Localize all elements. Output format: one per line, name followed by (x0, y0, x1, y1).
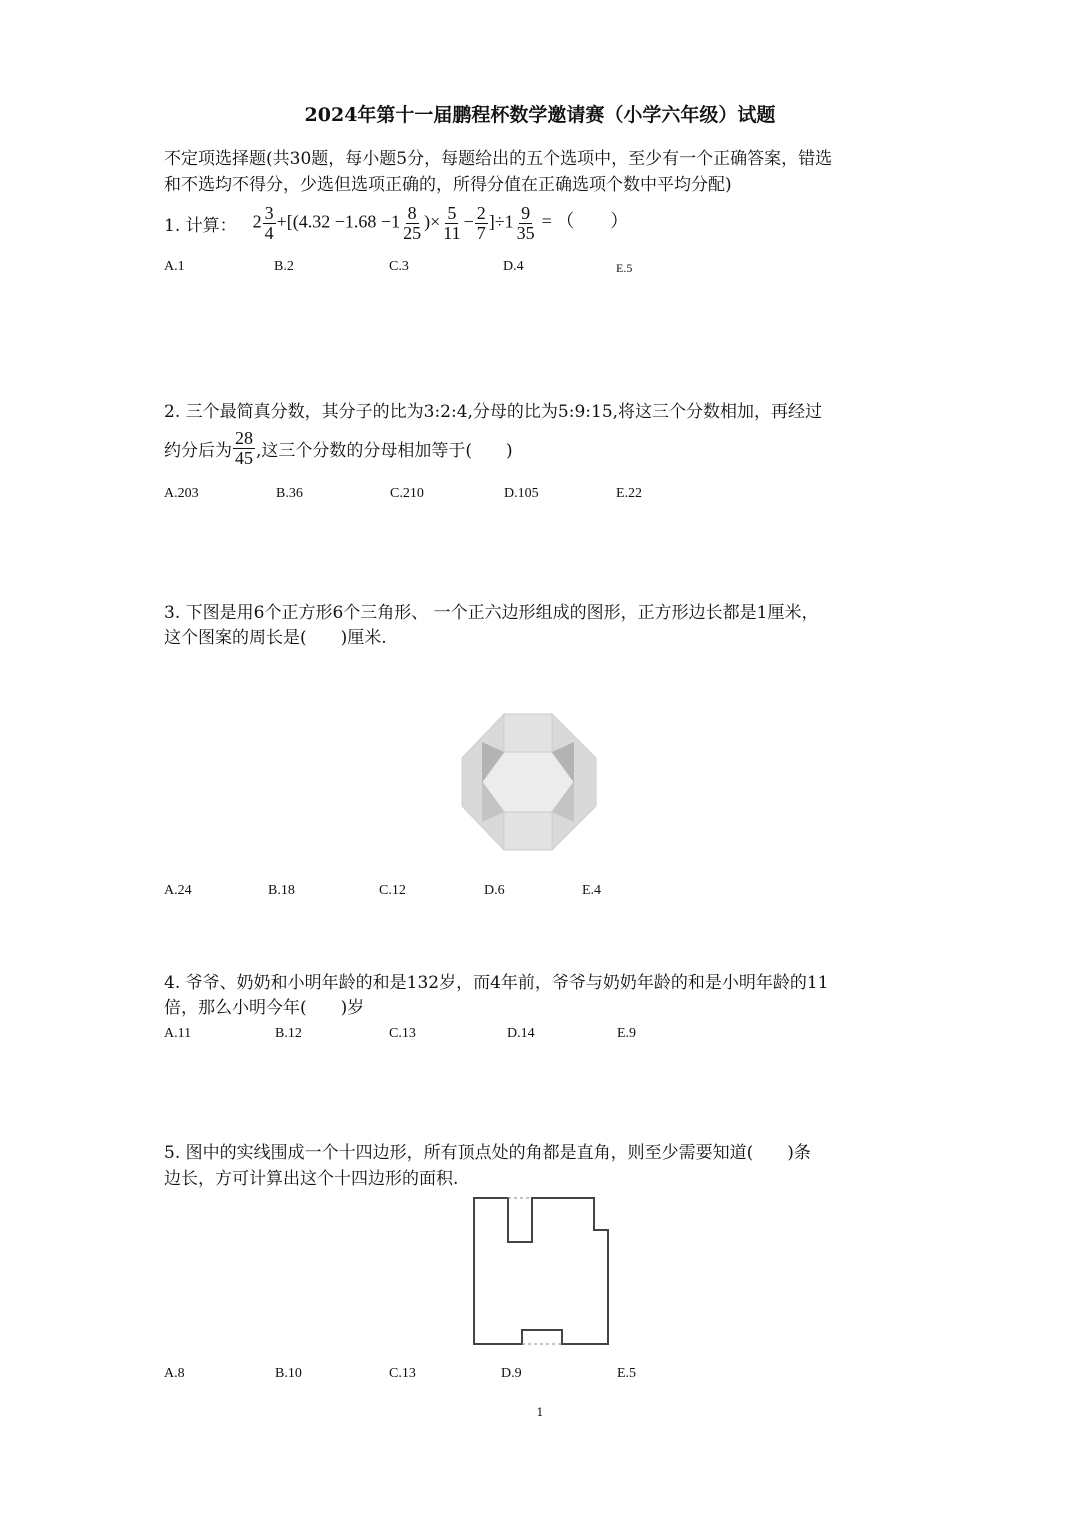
q5-option-b: B.10 (275, 1366, 302, 1381)
question-1-expression (253, 204, 629, 243)
q2-option-a: A.203 (164, 486, 199, 501)
q3-option-c: C.12 (379, 883, 406, 898)
q1-segment-2: )× (424, 211, 441, 232)
question-3-line-1: 3. 下图是用6个正方形6个三角形、 一个正六边形组成的图形，正方形边长都是1厘米， (164, 603, 819, 623)
q4-option-d: D.14 (507, 1026, 535, 1041)
q1-fraction-5 (515, 204, 537, 243)
question-4-line-2: 倍，那么小明今年( )岁 (164, 998, 365, 1018)
q1-fraction-3 (441, 204, 462, 243)
q2-text-after-fraction: ,这三个分数的分母相加等于( ) (256, 440, 513, 461)
q1-fraction-4-numerator: 2 (476, 202, 486, 223)
instructions-line-1: 不定项选择题(共30题，每小题5分，每题给出的五个选项中，至少有一个正确答案，错选 (164, 149, 833, 169)
q4-option-e: E.9 (617, 1026, 637, 1041)
page-title: 2024年第十一届鹏程杯数学邀请赛（小学六年级）试题 (304, 104, 776, 126)
q3-option-d: D.6 (484, 883, 505, 898)
q5-option-a: A.8 (164, 1366, 185, 1381)
instructions-line-2: 和不选均不得分，少选但选项正确的，所得分值在正确选项个数中平均分配) (164, 175, 732, 195)
q5-fourteen-gon (474, 1198, 608, 1344)
q1-fraction-2-denominator: 25 (403, 222, 422, 243)
question-2-line-1: 2. 三个最简真分数，其分子的比为3:2:4,分母的比为5:9:15,将这三个分数相加，再经过 (164, 402, 823, 422)
q1-segment-3: − (463, 211, 474, 232)
q2-text-before-fraction: 约分后为 (164, 440, 232, 461)
q3-option-a: A.24 (164, 883, 192, 898)
q1-whole-1: 2 (252, 211, 262, 232)
q2-fraction-numerator: 28 (235, 427, 253, 448)
q2-option-b: B.36 (276, 486, 303, 501)
question-5-line-2: 边长，方可计算出这个十四边形的面积. (164, 1169, 459, 1189)
q4-option-b: B.12 (275, 1026, 302, 1041)
q1-fraction-4 (475, 204, 488, 243)
q1-option-a: A.1 (164, 259, 185, 274)
q2-option-c: C.210 (390, 486, 424, 501)
q5-option-d: D.9 (501, 1366, 522, 1381)
q1-fraction-2-numerator: 8 (407, 202, 417, 223)
q1-fraction-1 (263, 204, 276, 243)
q5-polygon-figure (470, 1196, 612, 1348)
page-number: 1 (536, 1406, 544, 1419)
q2-fraction (233, 429, 255, 468)
q3-square-top (504, 714, 552, 752)
q1-option-d: D.4 (503, 259, 524, 274)
q1-fraction-5-numerator: 9 (521, 202, 531, 223)
q1-fraction-5-denominator: 35 (516, 222, 535, 243)
q1-segment-4: ]÷1 (488, 211, 514, 232)
q2-fraction-denominator: 45 (235, 447, 253, 468)
q1-fraction-1-denominator: 4 (264, 222, 274, 243)
q1-option-b: B.2 (274, 259, 294, 274)
question-5-line-1: 5. 图中的实线围成一个十四边形，所有顶点处的角都是直角，则至少需要知道( )条 (164, 1143, 811, 1163)
q1-fraction-1-numerator: 3 (264, 202, 274, 223)
question-1 (164, 200, 628, 246)
q1-fraction-2 (401, 204, 423, 243)
q3-option-e: E.4 (582, 883, 602, 898)
q3-octagon-figure (460, 712, 598, 852)
q2-option-d: D.105 (504, 486, 539, 501)
q1-option-c: C.3 (389, 259, 409, 274)
question-1-label: 1. 计算： (164, 215, 237, 236)
q3-square-bottom (504, 812, 552, 850)
q3-option-b: B.18 (268, 883, 295, 898)
q5-option-c: C.13 (389, 1366, 416, 1381)
question-2-line-2 (164, 425, 513, 471)
q5-option-e: E.5 (617, 1366, 637, 1381)
q2-option-e: E.22 (616, 486, 643, 501)
q1-answer-blank: = （ ） (541, 211, 629, 232)
q1-fraction-4-denominator: 7 (476, 222, 486, 243)
q1-fraction-3-denominator: 11 (443, 222, 461, 243)
q4-option-a: A.11 (164, 1026, 192, 1041)
q1-segment-1: +[(4.32 −1.68 −1 (276, 211, 401, 232)
q1-option-e: E.5 (616, 261, 633, 275)
question-4-line-1: 4. 爷爷、奶奶和小明年龄的和是132岁，而4年前，爷爷与奶奶年龄的和是小明年龄的11 (164, 973, 829, 993)
question-3-line-2: 这个图案的周长是( )厘米. (164, 628, 387, 648)
q1-fraction-3-numerator: 5 (447, 202, 457, 223)
q4-option-c: C.13 (389, 1026, 416, 1041)
